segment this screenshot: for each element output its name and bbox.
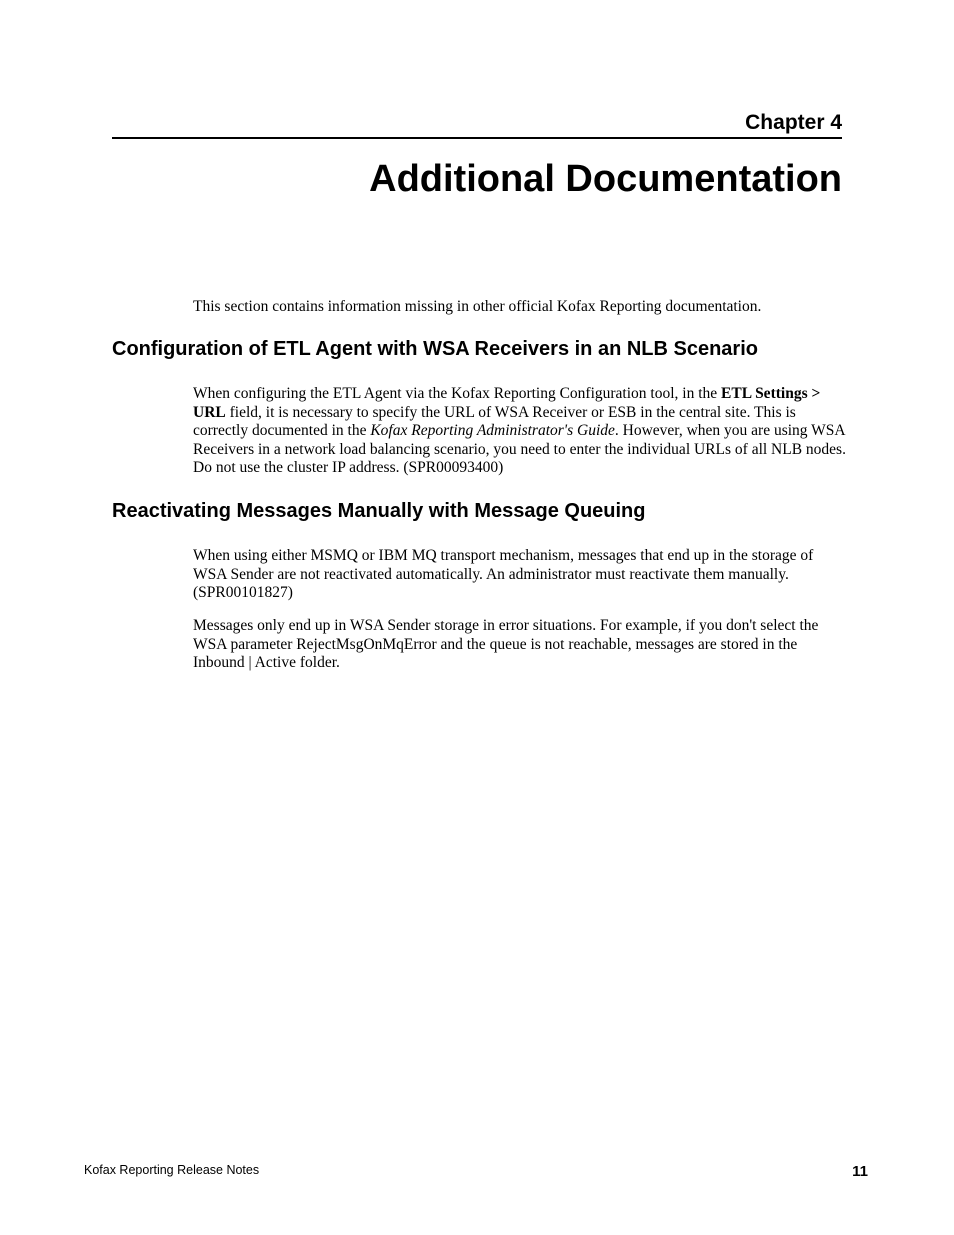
page-title: Additional Documentation <box>369 158 842 200</box>
admin-guide-reference: Kofax Reporting Administrator's Guide <box>370 422 615 440</box>
etl-text-part1: When configuring the ETL Agent via the Kofax Reporting Configuration tool, in the <box>193 385 722 402</box>
reactivating-paragraph-2: Messages only end up in WSA Sender storage in error situations. For example, if you don't select the WSA parameter RejectMsgOnMqError and the queue is not reachable, messages are stored in the Inbound | Active folder. <box>193 617 819 672</box>
section-heading-etl-agent: Configuration of ETL Agent with WSA Receivers in an NLB Scenario <box>112 338 758 360</box>
intro-paragraph: This section contains information missing in other official Kofax Reporting documentation. <box>193 298 762 315</box>
etl-text-part3: . However, when you are using WSA Receivers in a network load balancing scenario, you need to enter the individual URLs of all NLB nodes. Do not use the cluster IP address. (SPR00093400) <box>193 422 846 477</box>
etl-settings-url-term: ETL Settings > URL <box>193 385 821 421</box>
footer-document-name: Kofax Reporting Release Notes <box>84 1163 260 1177</box>
etl-text-part2: field, it is necessary to specify the URL of WSA Receiver or ESB in the central site. This is correctly documented in the <box>193 403 796 440</box>
chapter-label: Chapter 4 <box>745 111 842 134</box>
etl-agent-paragraph <box>193 385 848 478</box>
chapter-divider <box>112 137 842 139</box>
section-heading-reactivating-messages: Reactivating Messages Manually with Message Queuing <box>112 500 646 522</box>
reactivating-paragraph-1: When using either MSMQ or IBM MQ transport mechanism, messages that end up in the storage of WSA Sender are not reactivated automatically. An administrator must reactivate them manually. (SPR00101827) <box>193 547 814 602</box>
footer-page-number: 11 <box>852 1163 868 1180</box>
